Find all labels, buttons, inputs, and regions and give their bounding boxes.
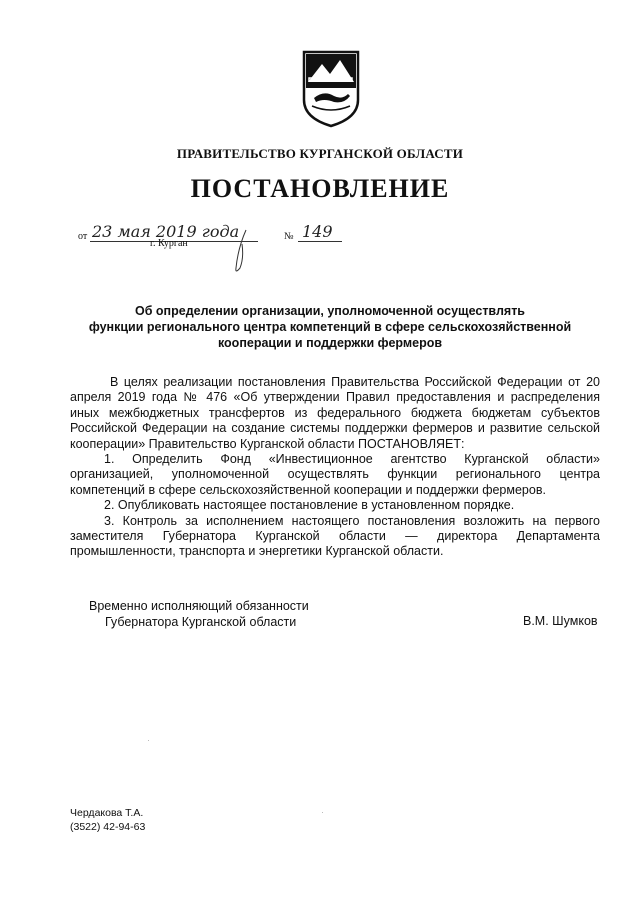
scan-speck <box>148 740 149 741</box>
city-label: г. Курган <box>150 238 188 249</box>
signer-title-line: Губернатора Курганской области <box>105 615 297 629</box>
scan-speck <box>322 812 323 813</box>
signer-title-line: Временно исполняющий обязанности <box>89 599 309 613</box>
subject-line: кооперации и поддержки фермеров <box>217 336 443 350</box>
number-prefix: № <box>284 231 294 242</box>
document-body <box>70 375 600 560</box>
subject-line: функции регионального центра компетенций в сфере сельскохозяйственной <box>88 320 572 334</box>
signer-name: В.М. Шумков <box>523 614 598 628</box>
body-paragraph: В целях реализации постановления Правительства Российской Федерации от 20 апреля 2019 года № 476 «Об утверждении Правил предоставления и распределения иных межбюджетных трансфертов из федерального бюджета бюджетам субъектов Российской Федерации на создание системы поддержки фермеров и развитие сельской кооперации» Правительство Курганской области ПОСТАНОВЛЯЕТ: <box>70 375 600 451</box>
executor-name: Чердакова Т.А. <box>70 807 144 819</box>
subject-line: Об определении организации, уполномоченной осуществлять <box>135 304 525 318</box>
executor-phone: (3522) 42-94-63 <box>70 821 146 833</box>
date-prefix: от <box>78 231 88 242</box>
signer-title <box>89 598 309 630</box>
body-paragraph: 1. Определить Фонд «Инвестиционное агентство Курганской области» организацией, уполномоченной осуществлять функции регионального центра компетенций в сфере сельскохозяйственной кооперации и поддержки фермеров. <box>70 452 600 497</box>
signature-mark <box>226 228 256 276</box>
document-type-title: ПОСТАНОВЛЕНИЕ <box>190 174 450 203</box>
coat-of-arms-icon <box>300 48 362 128</box>
government-name: ПРАВИТЕЛЬСТВО КУРГАНСКОЙ ОБЛАСТИ <box>176 146 464 161</box>
executor-info <box>70 806 145 834</box>
number-value: 149 <box>302 222 333 241</box>
document-subject <box>60 303 600 351</box>
date-value: 23 мая 2019 года <box>92 222 240 241</box>
body-paragraph: 3. Контроль за исполнением настоящего постановления возложить на первого заместителя Губернатора Курганской области — директора Департамента промышленности, транспорта и энергетики Курганской области. <box>70 513 600 559</box>
body-paragraph: 2. Опубликовать настоящее постановление в установленном порядке. <box>104 498 515 513</box>
